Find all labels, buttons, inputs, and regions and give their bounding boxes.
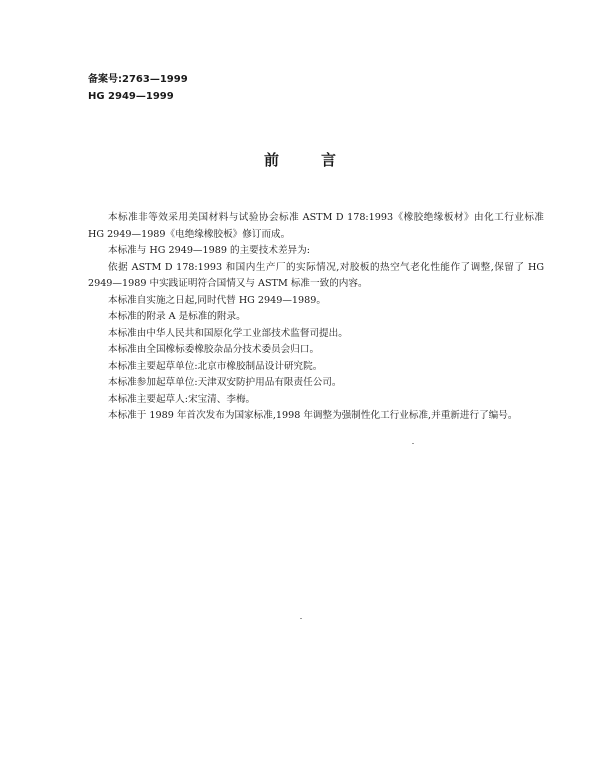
paragraph-adoption: 本标准非等效采用美国材料与试验协会标准 ASTM D 178:1993《橡胶绝缘板材》由化工行业标准 HG 2949—1989《电绝缘橡胶板》修订而成。 [88, 212, 544, 240]
paragraph-committee: 本标准由全国橡标委橡胶杂品分技术委员会归口。 [108, 344, 320, 355]
paragraph-proposer: 本标准由中华人民共和国原化学工业部技术监督司提出。 [108, 327, 348, 339]
paragraph-differences-detail: 依据 ASTM D 178:1993 和国内生产厂的实际情况,对胶板的热空气老化性能作了调整,保留了 HG 2949—1989 中实践证明符合国情又与 ASTM 标准一致的内容。 [88, 261, 544, 289]
page-title: 前言 [263, 151, 378, 169]
paragraph-history: 本标准于 1989 年首次发布为国家标准,1998 年调整为强制性化工行业标准,并重新进行了编号。 [108, 410, 518, 421]
paragraph-main-drafter: 本标准主要起草单位:北京市橡胶制品设计研究院。 [108, 360, 323, 372]
scan-speck [412, 443, 414, 444]
foreword-body [88, 210, 544, 425]
record-number: 备案号:2763—1999 [88, 74, 188, 85]
paragraph-drafters: 本标准主要起草人:宋宝清、李梅。 [108, 393, 256, 405]
paragraph-replacement: 本标准自实施之日起,同时代替 HG 2949—1989。 [108, 294, 326, 306]
paragraph-appendix: 本标准的附录 A 是标准的附录。 [108, 311, 246, 322]
paragraph-participating-drafter: 本标准参加起草单位:天津双安防护用品有限责任公司。 [108, 377, 342, 388]
standard-number: HG 2949—1999 [88, 91, 174, 102]
scan-speck [300, 618, 302, 619]
paragraph-differences-intro: 本标准与 HG 2949—1989 的主要技术差异为: [108, 245, 310, 256]
